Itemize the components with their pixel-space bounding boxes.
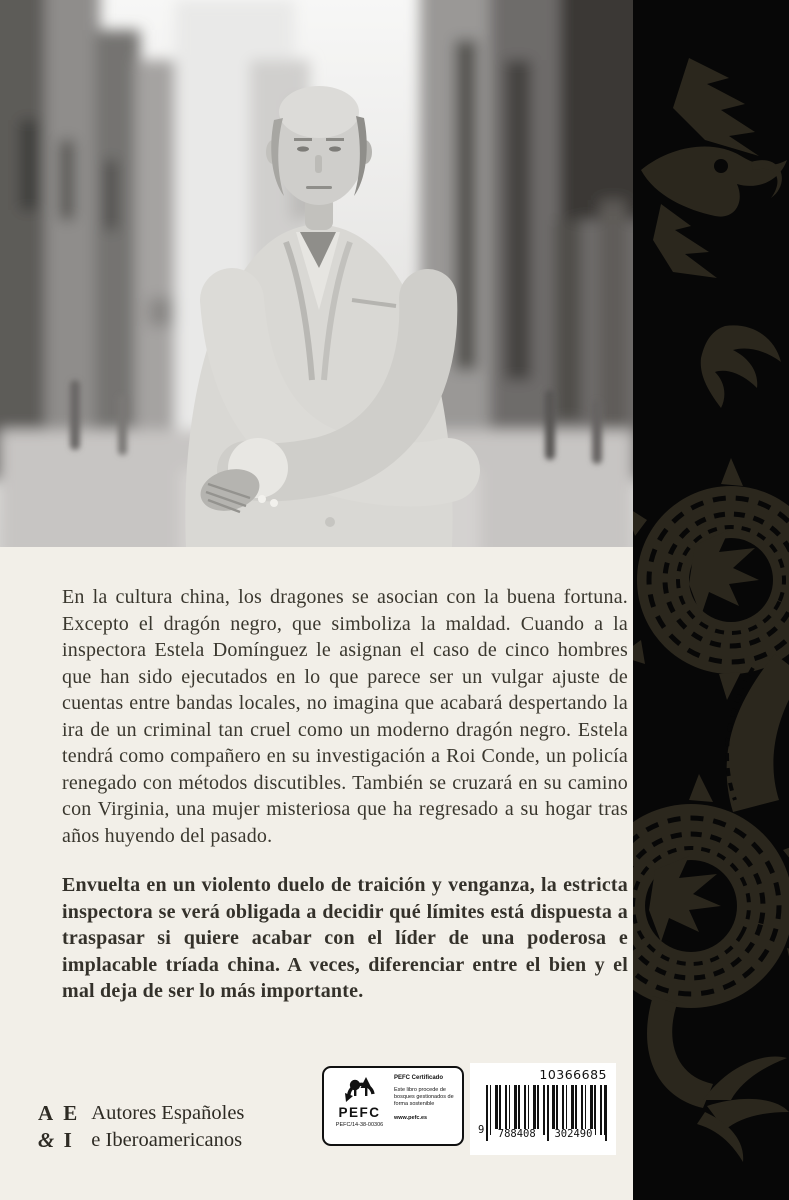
synopsis-paragraph: En la cultura china, los dragones se asocian con la buena fortuna. Excepto el dragón negro, que simboliza la maldad. Cuando a la inspectora Estela Domínguez le asignan el caso de cinco hombres que han sido ejecutados en lo que parece ser un vulgar ajuste de cuentas entre bandas locales, no imagina que acabará despertando la ira de un criminal tan cruel como un moderno dragón negro. Estela tendrá como compañero en su investigación a Roi Conde, un policía renegado con métodos discutibles. También se cruzará en su camino con Virginia, una mujer misteriosa que ha regresado a su hogar tras años huyendo del pasado. [62,586,628,847]
pefc-license-code: PEFC/14-38-00306 [335,1122,384,1128]
pefc-trees-icon [342,1073,378,1105]
barcode-bars [486,1085,607,1140]
synopsis-highlight-paragraph: Envuelta en un violento duelo de traición y venganza, la estricta inspectora se verá obligada a decidir qué límites está dispuesta a traspasar si quiere acabar con el líder de una poderosa e implacable tríada china. A veces, diferenciar entre el bien y el mal deja de ser lo más importante. [62,874,628,1002]
dragon-pattern-strip [633,0,789,1200]
pefc-description: Este libro procede de bosques gestionados de forma sostenible [394,1087,454,1107]
barcode-digits-group2: 302490 [551,1129,595,1140]
pefc-text-column [394,1073,456,1140]
aei-collection-logo [38,1100,244,1154]
aei-monogram-letter: I [63,1128,75,1152]
barcode-area [478,1085,607,1140]
ampersand-glyph: & [38,1128,56,1152]
pefc-logo-column [331,1073,388,1140]
author-photo [0,0,633,547]
barcode-guard-left [486,1085,488,1141]
barcode-guard-middle [547,1085,549,1141]
dragon-illustration [633,0,789,1200]
aei-name-line2: e Iberoamericanos [91,1129,243,1151]
pefc-certificate-box [322,1066,464,1146]
pefc-title: PEFC Certificado [394,1075,444,1081]
aei-monogram-top: A E [38,1101,81,1125]
author-photo-illustration [0,0,633,547]
pefc-url: www.pefc.es [394,1115,428,1121]
synopsis-block [62,584,628,1005]
aei-name-line1: Autores Españoles [91,1102,245,1124]
aei-collection-name [91,1100,244,1154]
isbn-barcode [470,1063,616,1155]
barcode-guard-right [605,1085,607,1141]
aei-monogram [38,1100,80,1154]
pefc-wordmark: PEFC [338,1105,381,1120]
barcode-prefix-digit: 9 [478,1124,485,1136]
aei-monogram-bottom [38,1127,80,1154]
barcode-digits-group1: 788408 [495,1129,539,1140]
barcode-top-number: 10366685 [539,1067,607,1082]
